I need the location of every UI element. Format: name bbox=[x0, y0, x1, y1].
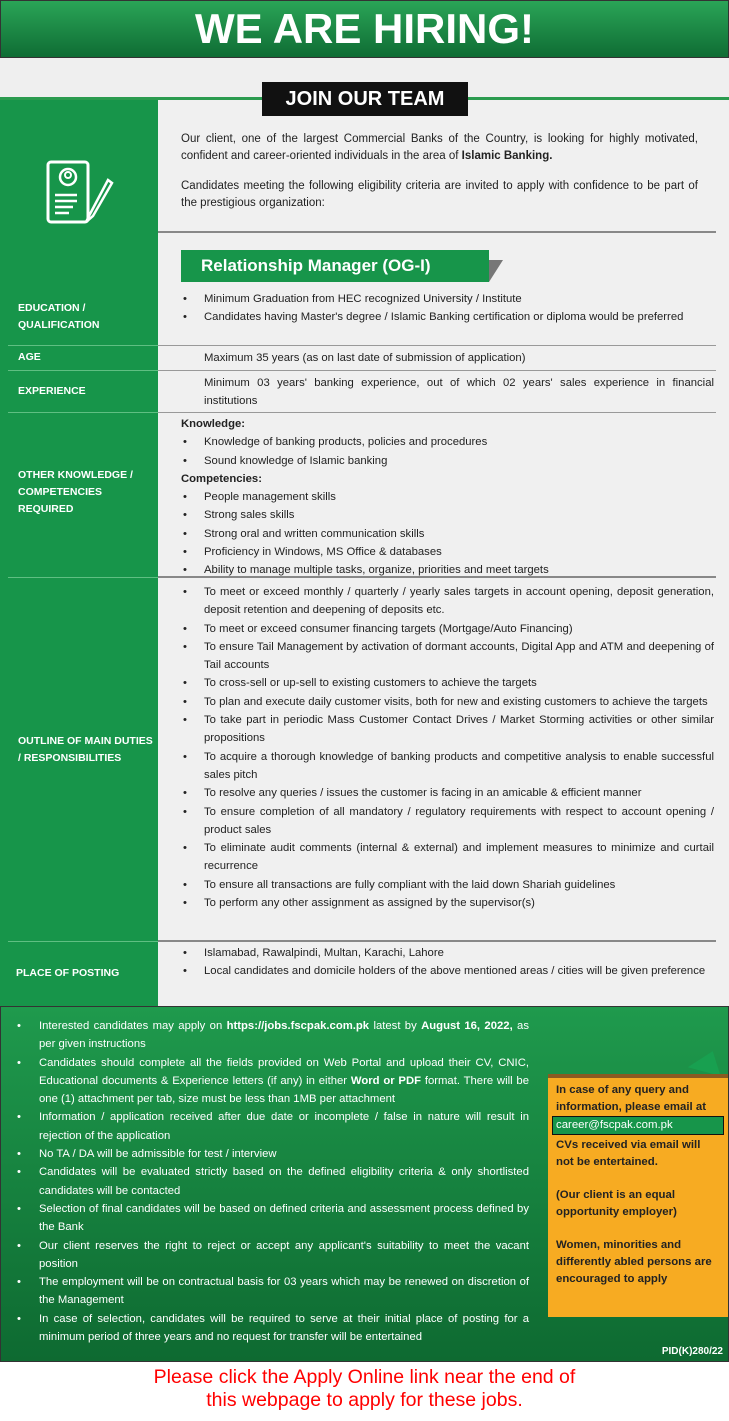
list-item: • To ensure Tail Management by activation of dormant accounts, Digital App and ATM and deepening of Tail accounts bbox=[181, 638, 714, 675]
list-item: • To cross-sell or up-sell to existing customers to achieve the targets bbox=[181, 674, 714, 692]
contact-note bbox=[548, 1074, 728, 1317]
diversity-note: Women, minorities and differently abled persons are encouraged to apply bbox=[556, 1239, 712, 1285]
list-item: • To perform any other assignment as assigned by the supervisor(s) bbox=[181, 894, 714, 912]
position-title: Relationship Manager (OG-I) bbox=[181, 250, 489, 282]
list-item: • Our client reserves the right to reject or accept any applicant's suitability to meet the vacant position bbox=[15, 1237, 529, 1274]
age-label: AGE bbox=[18, 351, 41, 363]
list-item: • To acquire a thorough knowledge of banking products and competitive analysis to enable successful sales pitch bbox=[181, 748, 714, 785]
cv-note: CVs received via email will not be entertained. bbox=[556, 1139, 701, 1168]
file-format: Word or PDF bbox=[350, 1074, 422, 1087]
knowledge-content bbox=[181, 415, 714, 580]
list-item: • To meet or exceed monthly / quarterly / yearly sales targets in account opening, deposit generation, deposit retention and deepening of deposits etc. bbox=[181, 583, 714, 620]
list-item: • Proficiency in Windows, MS Office & databases bbox=[181, 543, 714, 561]
list-item: • People management skills bbox=[181, 488, 714, 506]
list-item: • Minimum Graduation from HEC recognized University / Institute bbox=[181, 290, 714, 308]
equal-opportunity-note: (Our client is an equal opportunity employer) bbox=[556, 1189, 677, 1218]
list-item: • To meet or exceed consumer financing targets (Mortgage/Auto Financing) bbox=[181, 620, 714, 638]
list-item: • In case of selection, candidates will be required to serve at their initial place of posting for a minimum period of three years and no request for transfer will be entertained bbox=[15, 1310, 529, 1347]
list-item: • Islamabad, Rawalpindi, Multan, Karachi, Lahore bbox=[181, 944, 714, 962]
hiring-title: WE ARE HIRING! bbox=[194, 5, 535, 52]
intro-paragraph-1: Our client, one of the largest Commercial Banks of the Country, is looking for highly motivated, confident and career-oriented individuals in the area of bbox=[181, 133, 698, 162]
list-item: • To plan and execute daily customer visits, both for new and existing customers to achieve the targets bbox=[181, 693, 714, 711]
list-item: • Information / application received after due date or incomplete / false in nature will result in rejection of the application bbox=[15, 1108, 529, 1145]
list-item: • Candidates should complete all the fields provided on Web Portal and upload their CV, CNIC, Educational documents & Experience letters (if any) in either Word or PDF format. There will be one (1) attachment per tab, size must be less than 1MB per attachment bbox=[15, 1054, 529, 1109]
knowledge-label: OTHER KNOWLEDGE / COMPETENCIES REQUIRED bbox=[18, 469, 133, 515]
list-item: • To ensure completion of all mandatory / regulatory requirements with respect to account opening / product sales bbox=[181, 803, 714, 840]
resume-icon bbox=[46, 160, 116, 226]
apply-url-link[interactable]: https://jobs.fscpak.com.pk bbox=[226, 1020, 370, 1032]
list-item: • Knowledge of banking products, policies and procedures bbox=[181, 433, 714, 451]
list-item: • Ability to manage multiple tasks, organize, priorities and meet targets bbox=[181, 561, 714, 579]
list-item: • To take part in periodic Mass Customer Contact Drives / Market Storming activities or other similar propositions bbox=[181, 711, 714, 748]
duties-row bbox=[0, 578, 716, 942]
list-item: • Selection of final candidates will be based on defined criteria and assessment process defined by the Bank bbox=[15, 1200, 529, 1237]
list-item: • Candidates having Master's degree / Islamic Banking certification or diploma would be preferred bbox=[181, 308, 714, 326]
instructions-list bbox=[15, 1017, 529, 1346]
posting-row bbox=[0, 942, 716, 1004]
age-value: Maximum 35 years (as on last date of submission of application) bbox=[204, 352, 526, 364]
competencies-heading: Competencies: bbox=[181, 472, 262, 485]
section-divider bbox=[158, 231, 716, 233]
deadline-date: August 16, 2022, bbox=[421, 1020, 513, 1032]
duties-label: OUTLINE OF MAIN DUTIES / RESPONSIBILITIES bbox=[18, 735, 153, 764]
list-item: • No TA / DA will be admissible for test / interview bbox=[15, 1145, 529, 1163]
list-item: • Candidates will be evaluated strictly based on the defined eligibility criteria & only shortlisted candidates will be contacted bbox=[15, 1163, 529, 1200]
hiring-banner bbox=[0, 0, 729, 58]
apply-online-notice bbox=[0, 1366, 729, 1412]
list-item: • The employment will be on contractual basis for 03 years which may be renewed on discretion of the Management bbox=[15, 1273, 529, 1310]
contact-email-link[interactable]: career@fscpak.com.pk bbox=[552, 1116, 724, 1135]
list-item: • Interested candidates may apply on https://jobs.fscpak.com.pk latest by August 16, 2022, as per given instructions bbox=[15, 1017, 529, 1054]
list-item: • Strong oral and written communication skills bbox=[181, 525, 714, 543]
list-item: • Local candidates and domicile holders of the above mentioned areas / cities will be given preference bbox=[181, 962, 714, 980]
notice-line-2: this webpage to apply for these jobs. bbox=[206, 1389, 523, 1411]
islamic-banking-text: Islamic Banking. bbox=[461, 150, 553, 162]
experience-value: Minimum 03 years' banking experience, out of which 02 years' sales experience in financial institutions bbox=[204, 377, 714, 408]
list-item: • To eliminate audit comments (internal & external) and implement measures to minimize and curtail recurrence bbox=[181, 839, 714, 876]
query-text: In case of any query and information, please email at bbox=[556, 1084, 707, 1113]
posting-list bbox=[181, 944, 714, 981]
join-our-team-label: JOIN OUR TEAM bbox=[262, 82, 468, 116]
knowledge-heading: Knowledge: bbox=[181, 418, 246, 430]
knowledge-row bbox=[0, 413, 716, 578]
experience-row bbox=[0, 371, 716, 413]
intro-paragraph-2: Candidates meeting the following eligibility criteria are invited to apply with confidence to be part of the prestigious organization: bbox=[181, 180, 698, 209]
list-item: • Strong sales skills bbox=[181, 506, 714, 524]
pid-number: PID(K)280/22 bbox=[661, 1346, 723, 1357]
education-row bbox=[0, 290, 716, 346]
list-item: • Sound knowledge of Islamic banking bbox=[181, 452, 714, 470]
experience-label: EXPERIENCE bbox=[18, 385, 86, 397]
education-list bbox=[181, 290, 714, 327]
intro-text bbox=[181, 131, 698, 225]
age-row bbox=[0, 346, 716, 371]
posting-label: PLACE OF POSTING bbox=[16, 967, 120, 979]
notice-line-1: Please click the Apply Online link near the end of bbox=[153, 1366, 576, 1388]
education-label: EDUCATION / QUALIFICATION bbox=[18, 302, 100, 331]
list-item: • To resolve any queries / issues the customer is facing in an amicable & efficient manner bbox=[181, 784, 714, 802]
list-item: • To ensure all transactions are fully compliant with the laid down Shariah guidelines bbox=[181, 876, 714, 894]
duties-list bbox=[181, 583, 714, 912]
